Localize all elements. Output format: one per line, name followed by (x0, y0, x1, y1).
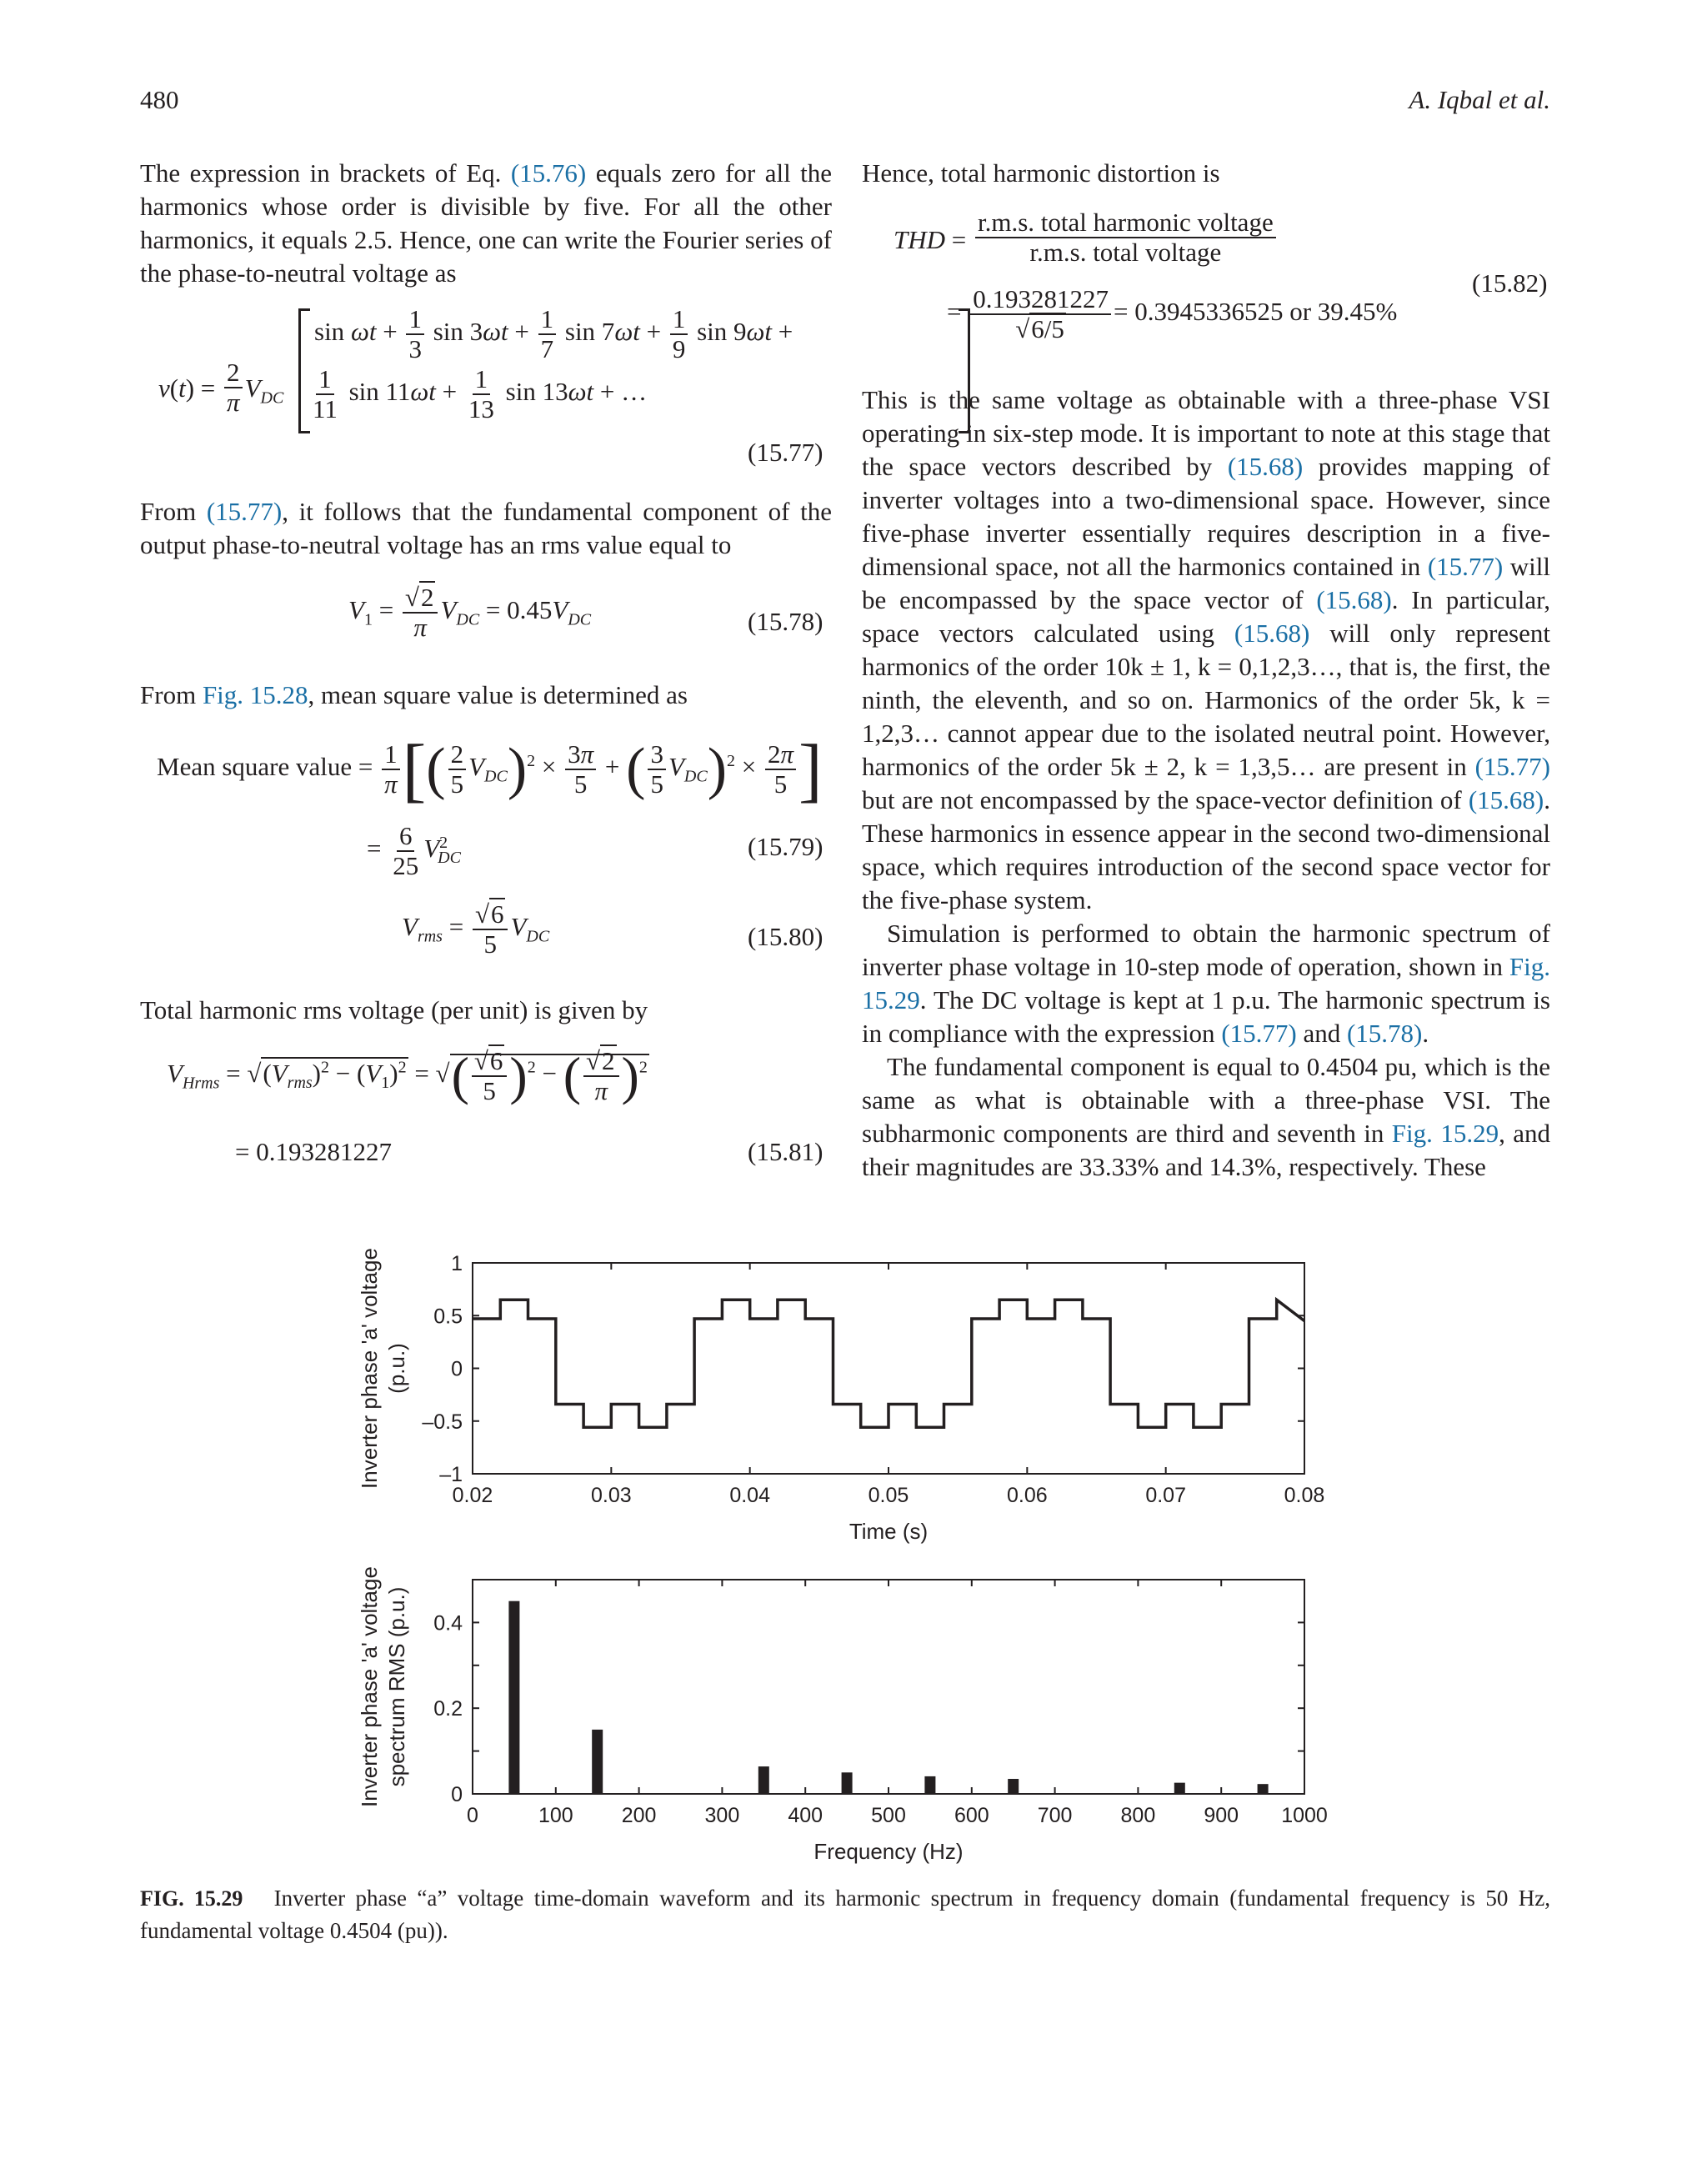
figure-ref-link[interactable]: Fig. 15.29 (862, 952, 1550, 1014)
eq-ref-link[interactable]: (15.76) (510, 158, 587, 188)
chart2-y-tick-label: 0.2 (433, 1697, 463, 1721)
equation-15-78: $V_1$ = $\frac{√2}{\pi}$ $V_{DC} = 0.45V_{DC}$ (348, 583, 592, 642)
left-para-2: From (15.77), it follows that the fundamental component of the output phase-to-neutral voltage has an rms value equal to (140, 497, 832, 559)
chart2-bar (758, 1766, 769, 1794)
chart2-x-tick-label: 500 (871, 1804, 906, 1827)
chart2-x-tick-label: 1000 (1281, 1804, 1328, 1827)
chart2-x-tick-label: 900 (1204, 1804, 1239, 1827)
chart1-x-tick-label: 0.04 (729, 1484, 771, 1507)
equation-15-80: $V_{rms}$ = $\frac{√6}{5}$ $V_{DC}$ (402, 899, 550, 959)
left-para-1: The expression in brackets of Eq. (15.76) equals zero for all the harmonics whose order is divisible by five. For all the other harmonics, it equals 2.5. Hence, one can write the Fourier series of the phase-to-neutral voltage as (140, 158, 832, 288)
eq-number-15-77: (15.77) (748, 438, 823, 467)
eq-ref-link[interactable]: (15.78) (1346, 1019, 1423, 1048)
caption-text: Inverter phase “a” voltage time-domain waveform and its harmonic spectrum in frequency domain (fundamental frequency is 50 Hz, fundamental voltage 0.4504 (pu)). (140, 1886, 1551, 1943)
chart2-y-axis-label-line1: Inverter phase 'a' voltage (357, 1566, 382, 1807)
figure-ref-link[interactable]: Fig. 15.29 (1391, 1119, 1499, 1148)
chart2-bar (924, 1776, 935, 1794)
chart2-x-tick-label: 300 (704, 1804, 740, 1827)
eq-ref-link[interactable]: (15.68) (1227, 452, 1304, 481)
figure-ref-link[interactable]: Fig. 15.28 (202, 680, 308, 709)
chart2-x-tick-label: 0 (467, 1804, 478, 1827)
chart1-x-tick-label: 0.06 (1006, 1484, 1048, 1507)
chart2-bar (508, 1601, 519, 1794)
chart2-x-tick-label: 600 (954, 1804, 989, 1827)
chart1-x-tick-label: 0.05 (868, 1484, 909, 1507)
chart1-y-tick-label: 1 (451, 1252, 463, 1275)
right-para-1: Hence, total harmonic distortion is (862, 158, 1220, 188)
eq-number-15-78: (15.78) (748, 607, 823, 636)
equation-15-81: $V_{Hrms} = √(V_{rms})^2 - (V_1)^2$ = √( $\frac{√6}{5}$ )$^2$ − ( $\frac{√2}{\pi}$ )$^2$ (167, 1046, 648, 1105)
eq-number-15-80: (15.80) (748, 922, 823, 951)
eq-number-15-81: (15.81) (748, 1137, 823, 1166)
left-para-3: From Fig. 15.28, mean square value is determined as (140, 680, 688, 709)
chart2-bar (1008, 1779, 1019, 1794)
chart2-x-tick-label: 100 (538, 1804, 573, 1827)
chart1-x-tick-label: 0.02 (452, 1484, 493, 1507)
chart2-x-tick-label: 400 (788, 1804, 823, 1827)
chart2-bar (1174, 1783, 1185, 1794)
chart1-y-tick-label: –0.5 (422, 1410, 463, 1434)
eq-number-15-79: (15.79) (748, 832, 823, 861)
chart2-x-tick-label: 800 (1120, 1804, 1156, 1827)
figure-caption (140, 1882, 1550, 1946)
equation-15-79: Mean square value = $\frac{1}{\pi}$ [( $\frac{2}{5}$ $V_{DC})^2$ × $\frac{3\pi}{5}$ + ( $\frac{3}{5}$ $V_{DC})^2$ × $\frac{2\pi}{5}$ ] (157, 729, 823, 809)
chart2-x-axis-label: Frequency (Hz) (813, 1839, 964, 1864)
chart2-y-tick-label: 0.4 (433, 1611, 463, 1635)
chart2-x-tick-label: 700 (1037, 1804, 1073, 1827)
equation-15-79-line2: = $\frac{6}{25}$ $V^2_{DC}$ (367, 821, 461, 880)
chart2-bar (842, 1772, 853, 1794)
eq-ref-link[interactable]: (15.77) (206, 497, 283, 526)
chart1-x-axis-label: Time (s) (848, 1519, 929, 1544)
page-number: 480 (140, 85, 179, 114)
chart1-y-tick-label: 0.5 (433, 1305, 463, 1329)
chart2-bar (1258, 1784, 1269, 1794)
eq-number-15-82: (15.82) (1472, 268, 1548, 298)
chart1-y-axis-label-line1: Inverter phase 'a' voltage (357, 1248, 382, 1489)
eq-ref-link[interactable]: (15.68) (1316, 585, 1392, 614)
eq-ref-link[interactable]: (15.68) (1468, 785, 1544, 814)
eq-ref-link[interactable]: (15.77) (1427, 552, 1504, 581)
chart1-frame (473, 1263, 1304, 1474)
chart1-series-line (473, 1300, 1304, 1427)
chart1-y-tick-label: –1 (439, 1463, 463, 1486)
chart1-y-axis-label-line2: (p.u.) (384, 1343, 409, 1394)
chart1-x-tick-label: 0.08 (1284, 1484, 1325, 1507)
chart2-y-axis-label-line2: spectrum RMS (p.u.) (384, 1586, 409, 1787)
chart1-y-tick-label: 0 (451, 1357, 463, 1381)
caption-label: FIG. 15.29 (140, 1886, 243, 1911)
equation-15-81-value: = 0.193281227 (235, 1137, 392, 1166)
chart1-x-tick-label: 0.07 (1145, 1484, 1187, 1507)
running-head-authors: A. Iqbal et al. (1409, 85, 1550, 114)
chart2-bar (592, 1730, 603, 1794)
eq-ref-link[interactable]: (15.77) (1474, 752, 1550, 781)
chart1-x-tick-label: 0.03 (590, 1484, 632, 1507)
chart2-x-tick-label: 200 (621, 1804, 657, 1827)
eq-ref-link[interactable]: (15.77) (1221, 1019, 1297, 1048)
left-para-4: Total harmonic rms voltage (per unit) is given by (140, 995, 648, 1024)
chart2-y-tick-label: 0 (451, 1783, 463, 1806)
mean-square-label: Mean square value (157, 752, 353, 782)
right-para-2: This is the same voltage as obtainable with a three-phase VSI operating in six-step mode. It is important to note at this stage that the space vectors described by (15.68) provides mapping of inverter voltages into a two-dimensional space. However, since five-phase inverter essentially requires description in a five-dimensional space, not all the harmonics contained in (15.77) will be encompassed by the space vector of (15.68). In particular, space vectors calculated using (15.68) will only represent harmonics of the order 10k ± 1, k = 0,1,2,3…, that is, the first, the ninth, the eleventh, and so on. Harmonics of the order 5k, k = 1,2,3… cannot appear due to the isolated neutral point. However, harmonics of the order 5k ± 2, k = 1,3,5… are present in (15.77) but are not encompassed by the space-vector definition of (15.68). These harmonics in essence appear in the second two-dimensional space, which requires introduction of the second space vector for the five-phase system. Simulation is performed to obtain the harmonic spectrum of inverter phase voltage in 10-step mode of operation, shown in Fig. 15.29. The DC voltage is kept at 1 p.u. The harmonic spectrum is in compliance with the expression (15.77) and (15.78). The fundamental component is equal to 0.4504 pu, which is the same as what is obtainable with a three-phase VSI. The subharmonic components are third and seventh in Fig. 15.29, and their magnitudes are 33.33% and 14.3%, respectively. These (862, 385, 1551, 1181)
eq-ref-link[interactable]: (15.68) (1234, 619, 1310, 648)
